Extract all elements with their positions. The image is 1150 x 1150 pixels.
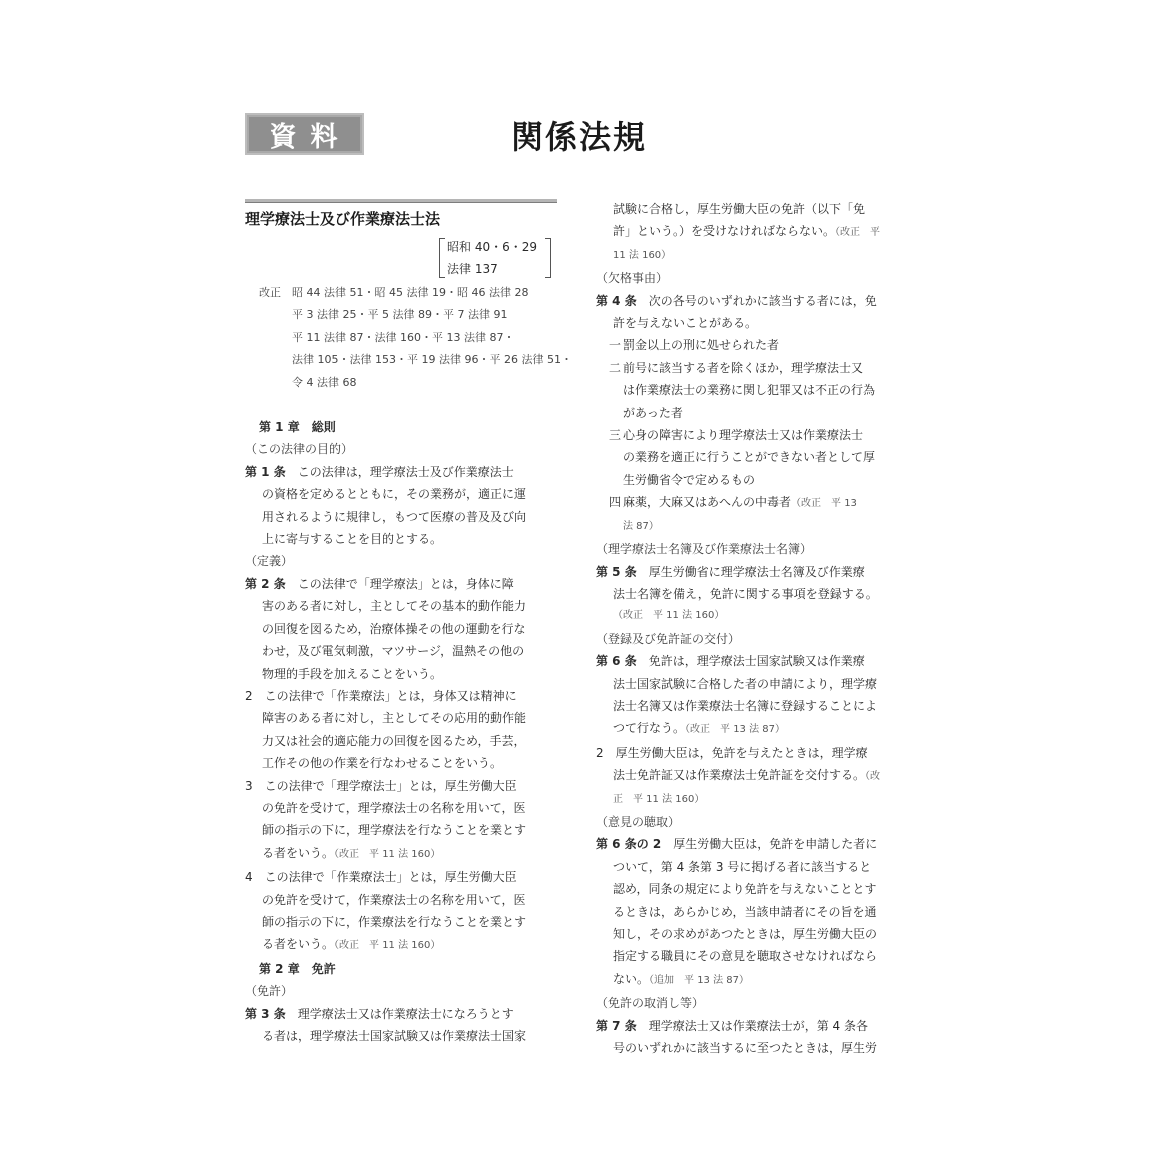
list-item xyxy=(596,491,908,538)
article-text: 知し，その求めがあつたときは，厚生労働大臣の xyxy=(613,927,878,941)
item-text: があった者 xyxy=(623,405,683,420)
article-text: 試験に合格し，厚生労働大臣の免許（以下「免 xyxy=(613,202,866,216)
article-caption: （定義） xyxy=(245,554,294,569)
item-number: 二 xyxy=(609,360,622,375)
article-6 xyxy=(596,650,908,742)
enactment-date: 昭和 40・6・29 xyxy=(447,240,537,254)
item-number: 四 xyxy=(609,495,622,510)
article-text: 許」という。）を受けなければならない。 xyxy=(613,224,836,239)
article-text: の免許を受けて，理学療法士の名称を用いて，医 xyxy=(262,800,526,815)
item-number: 一 xyxy=(609,338,622,353)
article-number: 第 6 条の 2 xyxy=(596,837,662,852)
article-7 xyxy=(596,1015,908,1060)
article-3-continued xyxy=(596,198,908,267)
article-text: 師の指示の下に，作業療法を行なうことを業とす xyxy=(262,914,527,929)
article-text: 障害のある者に対し，主としてその応用的動作能 xyxy=(262,711,527,726)
article-3 xyxy=(245,1003,557,1048)
article-caption: （免許の取消し等） xyxy=(596,996,705,1011)
amendment-note: （改正 平 11 法 160） xyxy=(334,848,441,860)
chapter-heading: 第 1 章 総則 xyxy=(259,420,336,435)
amendment-line: 令 4 法律 68 xyxy=(292,375,357,389)
article-number: 第 3 条 xyxy=(245,1006,286,1021)
article-2-paragraph-4 xyxy=(245,866,557,958)
list-item xyxy=(596,357,908,424)
right-column xyxy=(596,198,908,1059)
article-number: 第 6 条 xyxy=(596,654,637,669)
amendment-line: 法律 105・法律 153・平 19 法律 96・平 26 法律 51・ xyxy=(292,353,572,367)
article-text: 2 厚生労働大臣は，免許を与えたときは，理学療 xyxy=(596,745,868,760)
left-column xyxy=(245,199,572,1047)
article-text: 師の指示の下に，理学療法を行なうことを業とす xyxy=(262,823,527,838)
amendment-line: 平 3 法律 25・平 5 法律 89・平 7 法律 91 xyxy=(292,308,508,322)
item-text: 生労働省令で定めるもの xyxy=(623,472,756,487)
chapter-heading: 第 2 章 免許 xyxy=(259,961,336,976)
article-6-paragraph-2 xyxy=(596,742,908,811)
amendment-note: （改正 平 11 法 160） xyxy=(613,610,725,622)
article-text: の免許を受けて，作業療法士の名称を用いて，医 xyxy=(262,892,526,907)
article-text: 上に寄与することを目的とする。 xyxy=(262,532,443,547)
law-title: 理学療法士及び作業療法士法 xyxy=(245,210,441,228)
article-caption: （理学療法士名簿及び作業療法士名簿） xyxy=(596,542,813,557)
article-text: るときは，あらかじめ，当該申請者にその旨を通 xyxy=(613,904,877,919)
amendment-note: 正 平 11 法 160） xyxy=(613,793,705,805)
article-caption: （免許） xyxy=(245,984,294,999)
article-caption: （欠格事由） xyxy=(596,271,669,286)
article-text: 次の各号のいずれかに該当する者には，免 xyxy=(636,293,877,308)
enactment-law-number: 法律 137 xyxy=(447,262,498,276)
amendment-line: 昭 44 法律 51・昭 45 法律 19・昭 46 法律 28 xyxy=(292,286,529,299)
enactment-bracket xyxy=(442,236,551,280)
amendment-note: （追加 平 13 法 87） xyxy=(649,974,750,986)
item-number: 三 xyxy=(609,428,622,443)
article-text: 理学療法士又は作業療法士になろうとす xyxy=(285,1006,514,1021)
article-caption: （この法律の目的） xyxy=(245,442,354,457)
amendment-line: 平 11 法律 87・法律 160・平 13 法律 87・ xyxy=(292,330,515,344)
item-text: 前号に該当する者を除くほか，理学療法士又 xyxy=(623,360,864,375)
article-2-paragraph-2 xyxy=(245,685,557,775)
section-badge: 資料 xyxy=(245,113,364,155)
item-text: 罰金以上の刑に処せられた者 xyxy=(623,338,780,353)
article-text: 指定する職員にその意見を聴取させなければなら xyxy=(613,949,878,964)
article-caption: （意見の聴取） xyxy=(596,814,681,829)
item-text: 心身の障害により理学療法士又は作業療法士 xyxy=(623,428,864,443)
article-text: 免許は，理学療法士国家試験又は作業療 xyxy=(636,654,865,669)
article-text: 工作その他の作業を行なわせることをいう。 xyxy=(262,756,503,771)
item-text: の業務を適正に行うことができない者として厚 xyxy=(623,450,876,465)
article-text: 物理的手段を加えることをいう。 xyxy=(262,666,443,681)
article-2-paragraph-3 xyxy=(245,775,557,867)
article-text: ついて，第 4 条第 3 号に掲げる者に該当すると xyxy=(613,859,872,874)
article-4 xyxy=(596,290,908,335)
article-text: 号のいずれかに該当するに至つたときは，厚生労 xyxy=(613,1041,878,1056)
article-text: 用されるように規律し，もつて医療の普及及び向 xyxy=(262,509,527,524)
article-text: 許を与えないことがある。 xyxy=(613,316,758,331)
article-6-2 xyxy=(596,833,908,992)
article-text: 力又は社会的適応能力の回復を図るため，手芸， xyxy=(262,733,526,748)
amendment-note: （改 xyxy=(865,771,881,783)
article-text: 厚生労働大臣は，免許を申請した者に xyxy=(661,837,878,852)
article-text: 害のある者に対し，主としてその基本的動作能力 xyxy=(262,599,527,614)
amendment-note: 法 87） xyxy=(623,520,659,532)
article-text: この法律は，理学療法士及び作業療法士 xyxy=(285,464,514,479)
article-text: 4 この法律で「作業療法士」とは，厚生労働大臣 xyxy=(245,870,517,885)
item-text: 麻薬，大麻又はあへんの中毒者 xyxy=(623,495,792,510)
title-rule xyxy=(245,199,557,203)
article-text: この法律で「理学療法」とは，身体に障 xyxy=(285,576,514,591)
article-text: つて行なう。 xyxy=(613,721,686,736)
amendment-note: （改正 平 13 法 87） xyxy=(685,724,786,736)
article-text: 2 この法律で「作業療法」とは，身体又は精神に xyxy=(245,688,517,703)
article-text: 3 この法律で「理学療法士」とは，厚生労働大臣 xyxy=(245,778,517,793)
amendment-note: 11 法 160） xyxy=(613,249,672,261)
article-text: 法士国家試験に合格した者の申請により，理学療 xyxy=(613,676,878,691)
list-item xyxy=(596,334,908,356)
article-text: 厚生労働省に理学療法士名簿及び作業療 xyxy=(636,564,865,579)
article-text: る者をいう。 xyxy=(262,845,335,860)
article-text: 法士名簿又は作業療法士名簿に登録することによ xyxy=(613,698,878,713)
article-text: の回復を図るため，治療体操その他の運動を行な xyxy=(262,621,526,636)
article-text: 認め，同条の規定により免許を与えないこととす xyxy=(613,882,877,897)
article-number: 第 5 条 xyxy=(596,564,637,579)
article-5 xyxy=(596,561,908,628)
article-text: ない。 xyxy=(613,971,650,986)
amendment-label: 改正 xyxy=(259,286,281,299)
list-item xyxy=(596,424,908,491)
enactment-block xyxy=(245,236,557,280)
article-number: 第 4 条 xyxy=(596,293,637,308)
page-title: 関係法規 xyxy=(511,118,648,156)
amendment-note: （改正 平 xyxy=(835,227,881,239)
article-number: 第 2 条 xyxy=(245,576,286,591)
article-text: る者をいう。 xyxy=(262,937,335,952)
article-text: の資格を定めるとともに，その業務が，適正に運 xyxy=(262,487,527,502)
amendment-note: （改正 平 13 xyxy=(791,498,857,510)
amendment-list xyxy=(245,282,572,394)
article-text: 法士免許証又は作業療法士免許証を交付する。 xyxy=(613,768,866,783)
article-text: る者は，理学療法士国家試験又は作業療法士国家 xyxy=(262,1029,527,1043)
amendment-note: （改正 平 11 法 160） xyxy=(334,940,441,952)
article-number: 第 1 条 xyxy=(245,464,286,479)
article-text: 法士名簿を備え，免許に関する事項を登録する。 xyxy=(613,586,878,601)
item-text: は作業療法士の業務に関し犯罪又は不正の行為 xyxy=(623,383,876,398)
article-2 xyxy=(245,573,557,685)
article-text: わせ，及び電気刺激，マツサージ，温熱その他の xyxy=(262,644,525,659)
article-1 xyxy=(245,461,557,551)
article-number: 第 7 条 xyxy=(596,1018,637,1033)
article-caption: （登録及び免許証の交付） xyxy=(596,631,741,646)
article-text: 理学療法士又は作業療法士が，第 4 条各 xyxy=(636,1018,868,1033)
